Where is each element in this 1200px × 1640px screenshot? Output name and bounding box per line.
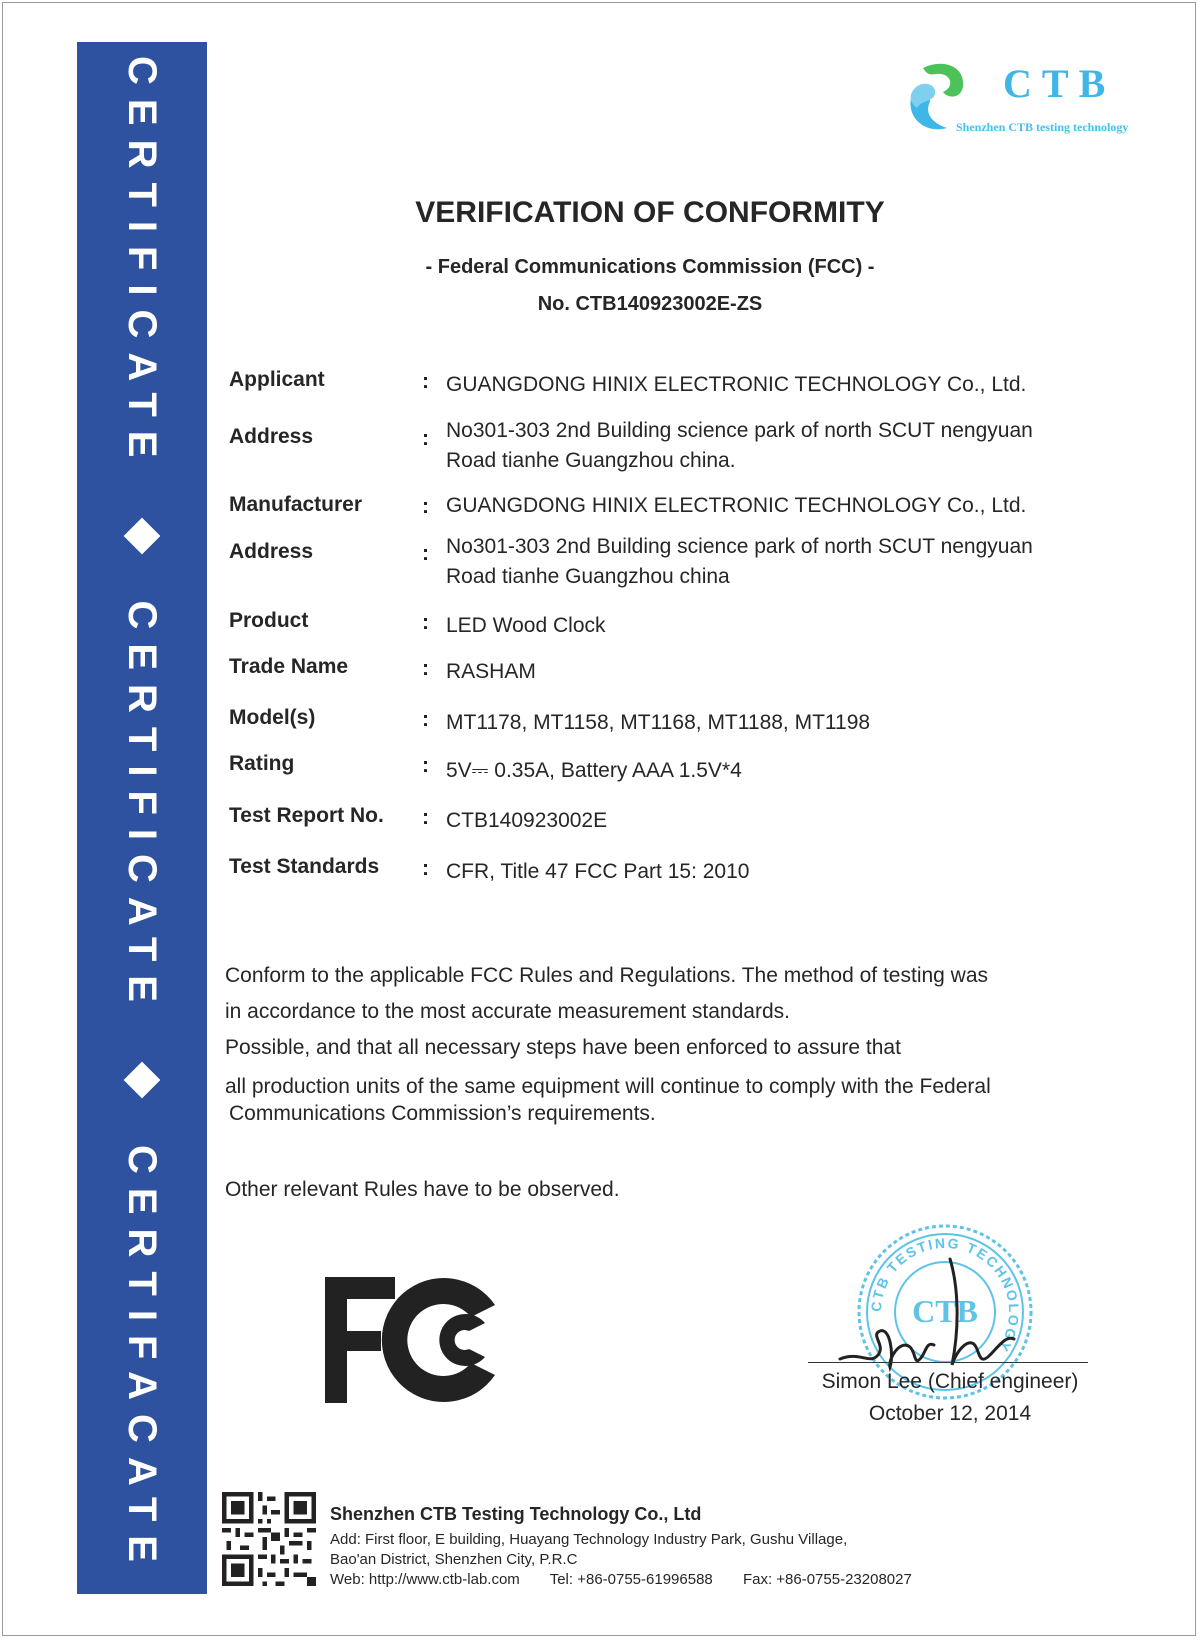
diamond-icon (124, 1062, 161, 1099)
field-value: CTB140923002E (446, 809, 608, 832)
statement-line: in accordance to the most accurate measurement standards. (225, 1000, 790, 1023)
signature-icon (830, 1255, 1060, 1385)
certificate-banner (77, 42, 207, 1594)
footer-tel: Tel: +86-0755-61996588 (549, 1571, 713, 1588)
field-value: CFR, Title 47 FCC Part 15: 2010 (446, 860, 750, 883)
footer-address-1: Add: First floor, E building, Huayang Technology Industry Park, Gushu Village, (330, 1531, 848, 1548)
statement-line: Conform to the applicable FCC Rules and Regulations. The method of testing was (225, 964, 989, 987)
footer-company: Shenzhen CTB Testing Technology Co., Ltd (330, 1504, 702, 1524)
banner-text (77, 42, 207, 1594)
footer-web: Web: http://www.ctb-lab.com (330, 1571, 520, 1588)
field-colon: : (422, 495, 429, 518)
field-label: Test Standards (229, 855, 380, 878)
field-value (446, 416, 1086, 476)
field-value (446, 532, 1086, 592)
statement-line: all production units of the same equipment will continue to comply with the Federal (225, 1075, 991, 1098)
banner-word-1: CERTIFICATE (120, 56, 165, 472)
field-value: LED Wood Clock (446, 614, 606, 637)
field-colon: : (422, 806, 429, 829)
field-colon: : (422, 427, 429, 450)
diamond-icon (124, 518, 161, 555)
signature-date: October 12, 2014 (868, 1402, 1032, 1425)
field-colon: : (422, 708, 429, 731)
field-label: Test Report No. (229, 804, 384, 827)
field-colon: : (422, 754, 429, 777)
field-colon: : (422, 657, 429, 680)
statement-line: Possible, and that all necessary steps have been enforced to assure that (225, 1036, 901, 1059)
banner-word-3: CERTIFACATE (120, 1144, 165, 1576)
document-subtitle: - Federal Communications Commission (FCC) - (425, 256, 875, 278)
field-label: Model(s) (229, 706, 316, 729)
statement-line: Other relevant Rules have to be observed. (225, 1178, 620, 1201)
field-value: MT1178, MT1158, MT1168, MT1188, MT1198 (446, 711, 871, 734)
field-colon: : (422, 857, 429, 880)
field-label: Product (229, 609, 309, 632)
field-value: GUANGDONG HINIX ELECTRONIC TECHNOLOGY Co., Ltd. (446, 494, 1027, 517)
fcc-logo-icon (325, 1275, 505, 1405)
logo-ctb-text: CTB (1003, 61, 1116, 106)
document-title: VERIFICATION OF CONFORMITY (415, 196, 885, 229)
certificate-number: No. CTB140923002E-ZS (537, 293, 763, 315)
qr-code-icon (222, 1492, 316, 1586)
statement-line: Communications Commission’s requirements. (229, 1102, 656, 1125)
stamp-center-text: CTB (912, 1293, 978, 1329)
field-value: 5V⎓ 0.35A, Battery AAA 1.5V*4 (446, 759, 742, 782)
field-label: Address (229, 425, 314, 448)
footer-fax: Fax: +86-0755-23208027 (742, 1571, 912, 1588)
address-line-1: No301-303 2nd Building science park of north SCUT nengyuan (446, 535, 1033, 558)
signature-line (808, 1362, 1088, 1363)
address-line-2: Road tianhe Guangzhou china. (446, 449, 736, 472)
ctb-logo (903, 58, 1173, 140)
footer-address-2: Bao'an District, Shenzhen City, P.R.C (330, 1551, 578, 1568)
field-label: Rating (229, 752, 295, 775)
address-line-2: Road tianhe Guangzhou china (446, 565, 730, 588)
field-colon: : (422, 542, 429, 565)
signer-name: Simon Lee (Chief engineer) (821, 1370, 1079, 1393)
field-colon: : (422, 611, 429, 634)
address-line-1: No301-303 2nd Building science park of north SCUT nengyuan (446, 419, 1033, 442)
field-label: Address (229, 540, 314, 563)
field-label: Trade Name (229, 655, 349, 678)
banner-word-2: CERTIFICATE (120, 600, 165, 1016)
field-label: Applicant (229, 368, 325, 391)
field-colon: : (422, 370, 429, 393)
stamp-ring-text: CTB TESTING TECHNOLOGY (867, 1234, 1023, 1356)
field-label: Manufacturer (229, 493, 363, 516)
field-value: GUANGDONG HINIX ELECTRONIC TECHNOLOGY Co., Ltd. (446, 373, 1027, 396)
footer-contact (330, 1571, 938, 1588)
logo-tagline: Shenzhen CTB testing technology (956, 120, 1129, 134)
field-value: RASHAM (446, 660, 536, 683)
